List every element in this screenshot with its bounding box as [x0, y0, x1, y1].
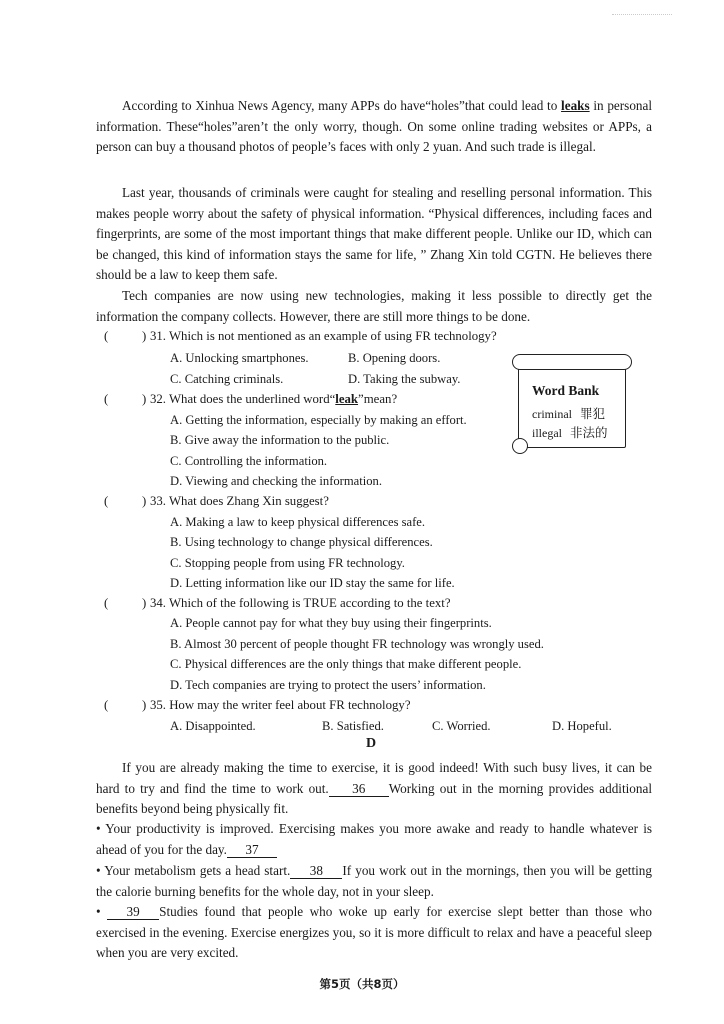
- option-d: D. Viewing and checking the information.: [170, 474, 383, 488]
- answer-paren-close: ): [142, 698, 147, 712]
- underlined-word-leak: leak: [335, 392, 359, 406]
- option-b: B. Almost 30 percent of people thought FR technology was wrongly used.: [170, 637, 544, 651]
- option-a: A. Disappointed.: [170, 719, 256, 733]
- passage-paragraph-3: Tech companies are now using new technologies, making it less possible to directly get the information the company collects. However, there are still more things to be done.: [96, 288, 652, 324]
- option-b: B. Satisfied.: [322, 719, 384, 733]
- answer-paren-close: ): [142, 596, 147, 610]
- option-a: A. Making a law to keep physical differences safe.: [170, 515, 426, 529]
- answer-paren-close: ): [142, 329, 147, 343]
- option-b: B. Opening doors.: [348, 351, 441, 365]
- answer-paren-close: ): [142, 392, 147, 406]
- passage-paragraph-2: Last year, thousands of criminals were caught for stealing and reselling personal information. This makes people worry about the safety of physical information. “Physical differences, including faces and fingerprints, are some of the most important things that make different people. Unlike our ID, which can be changed, this kind of information stays the same for life, ” Zhang Xin told CGTN. He believes there should be a law to keep them safe.: [96, 185, 652, 282]
- option-d: D. Letting information like our ID stay the same for life.: [170, 576, 455, 590]
- option-c: C. Physical differences are the only things that make different people.: [170, 657, 522, 671]
- answer-paren-open[interactable]: (: [104, 329, 109, 343]
- option-b: B. Using technology to change physical differences.: [170, 535, 433, 549]
- question-text: 31. Which is not mentioned as an example of using FR technology?: [150, 329, 497, 343]
- blank-39[interactable]: 39: [107, 904, 159, 920]
- answer-paren-open[interactable]: (: [104, 494, 109, 508]
- section-d-bullet-2: • Your metabolism gets a head start. 38 If you work out in the mornings, then you will be getting the calorie burning benefits for the whole day, not in your sleep.: [96, 863, 652, 899]
- page-footer: 第5页（共8页）: [319, 977, 405, 991]
- passage-paragraph-1: According to Xinhua News Agency, many APPs do have“holes”that could lead to leaks in personal information. These“holes”aren’t the only worry, though. On some online trading websites or APPs, a person can buy a thousand photos of people’s faces with only 2 yuan. And such trade is illegal.: [96, 98, 653, 154]
- blank-36[interactable]: 36: [329, 781, 389, 797]
- answer-paren-open[interactable]: (: [104, 698, 109, 712]
- scroll-roll-top: [512, 354, 632, 370]
- section-d-paragraph-1: If you are already making the time to exercise, it is good indeed! With such busy lives, it can be hard to try and find the time to work out. 36 Working out in the morning provides additional benefits beyond being physically fit.: [96, 760, 652, 816]
- option-a: A. People cannot pay for what they buy using their fingerprints.: [170, 616, 492, 630]
- word-bank-title: Word Bank: [532, 383, 600, 398]
- scroll-roll-bottom: [512, 438, 528, 454]
- blank-38[interactable]: 38: [290, 863, 342, 879]
- section-heading-d: D: [366, 736, 377, 751]
- question-text: 32. What does the underlined word“leak”mean?: [150, 392, 398, 406]
- underlined-word-leaks: leaks: [561, 98, 590, 113]
- option-d: D. Hopeful.: [552, 719, 612, 733]
- section-d-bullet-3: • 39 Studies found that people who woke up early for exercise slept better than those who exercised in the evening. Exercise energizes you, so it is more difficult to relax and have a peaceful sleep when you are very excited.: [96, 904, 652, 960]
- question-text: 33. What does Zhang Xin suggest?: [150, 494, 329, 508]
- word-bank: [512, 354, 624, 450]
- question-text: 35. How may the writer feel about FR technology?: [150, 698, 411, 712]
- option-c: C. Catching criminals.: [170, 372, 284, 386]
- option-a: A. Getting the information, especially by making an effort.: [170, 413, 467, 427]
- word-bank-row: criminal 罪犯: [532, 406, 605, 421]
- option-c: C. Worried.: [432, 719, 491, 733]
- option-c: C. Stopping people from using FR technology.: [170, 556, 405, 570]
- scan-mark: [612, 14, 672, 21]
- answer-paren-close: ): [142, 494, 147, 508]
- question-text: 34. Which of the following is TRUE according to the text?: [150, 596, 451, 610]
- option-b: B. Give away the information to the public.: [170, 433, 390, 447]
- section-d-bullet-1: • Your productivity is improved. Exercising makes you more awake and ready to handle whatever is ahead of you for the day. 37: [96, 821, 652, 857]
- answer-paren-open[interactable]: (: [104, 596, 109, 610]
- option-d: D. Tech companies are trying to protect the users’ information.: [170, 678, 486, 692]
- blank-37[interactable]: 37: [227, 842, 277, 858]
- word-bank-row: illegal 非法的: [532, 425, 608, 440]
- option-d: D. Taking the subway.: [348, 372, 461, 386]
- option-c: C. Controlling the information.: [170, 454, 328, 468]
- option-a: A. Unlocking smartphones.: [170, 351, 309, 365]
- answer-paren-open[interactable]: (: [104, 392, 109, 406]
